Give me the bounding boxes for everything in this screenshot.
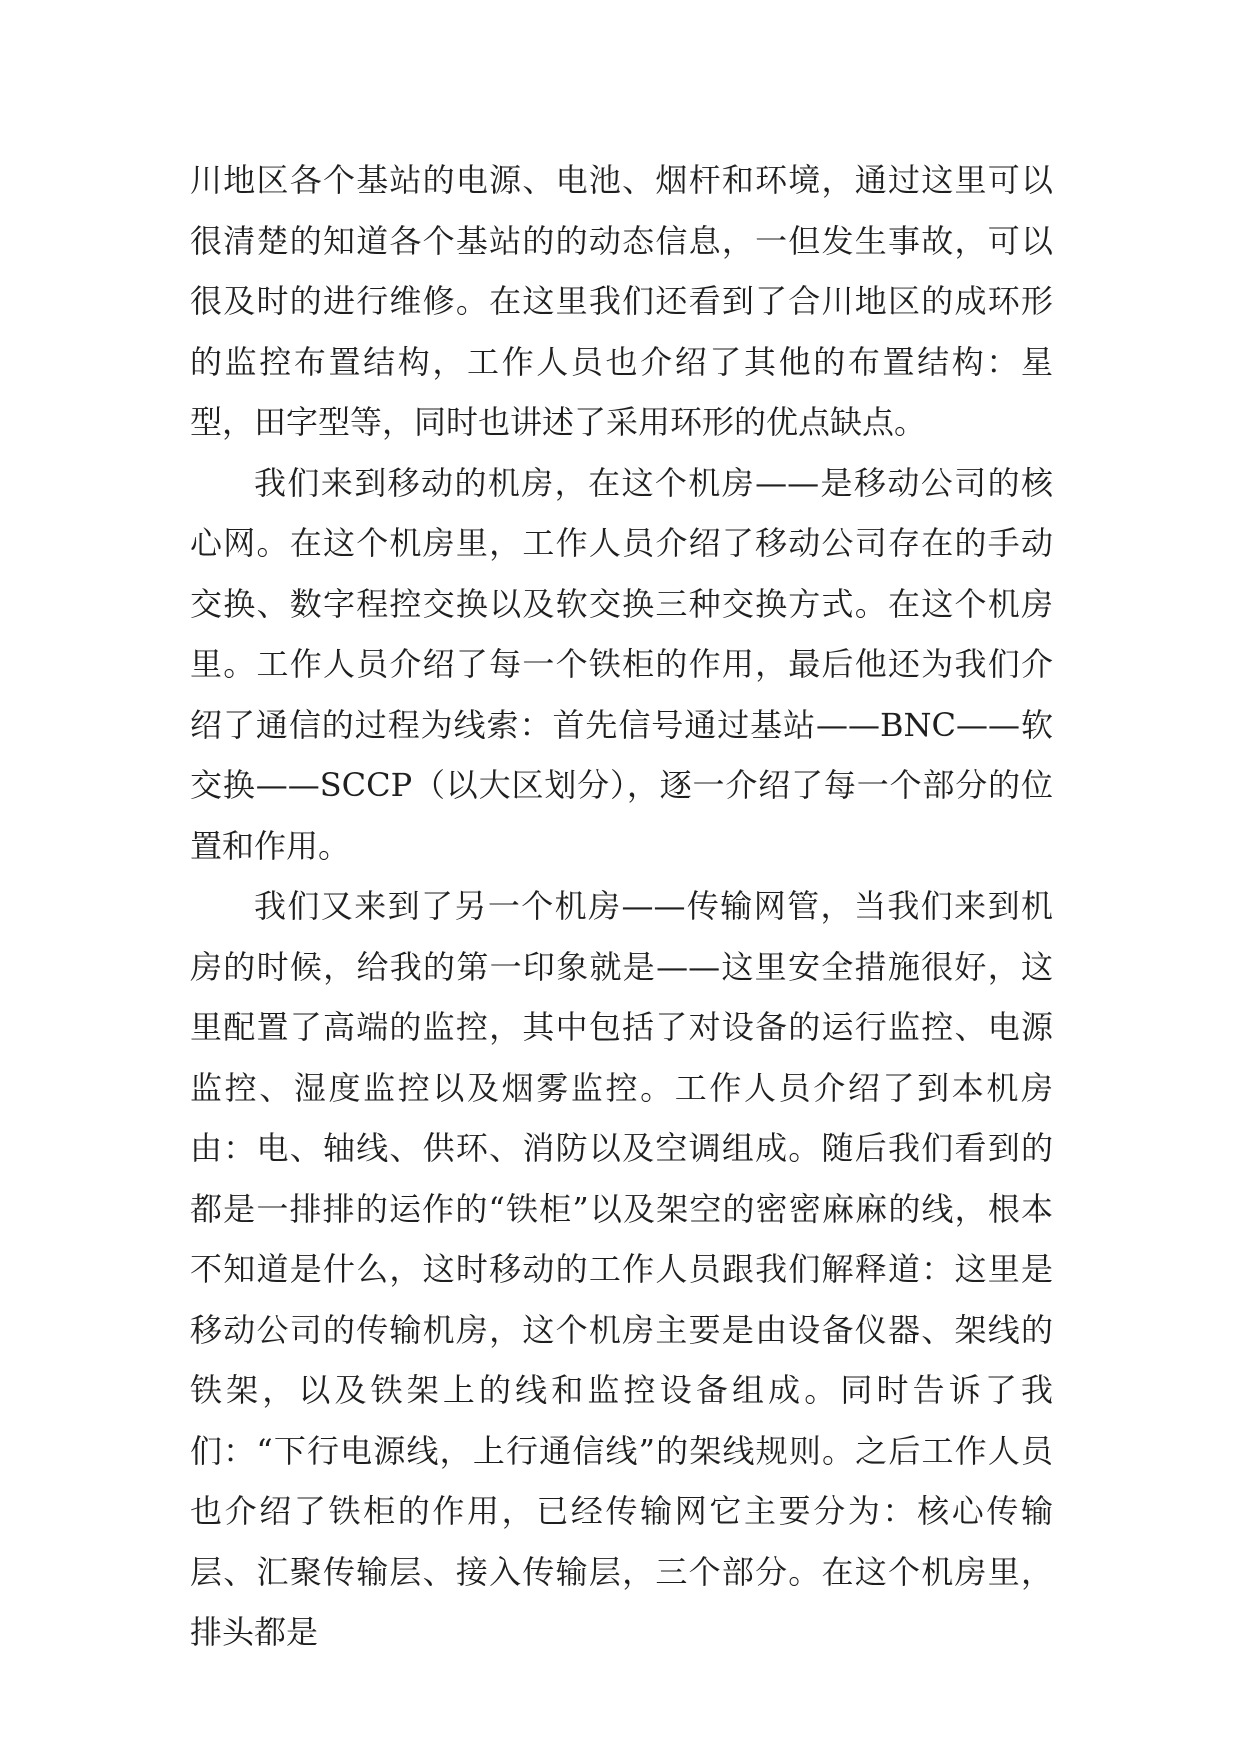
document-body [190,150,1053,1663]
paragraph-1: 川地区各个基站的电源、电池、烟杆和环境，通过这里可以很清楚的知道各个基站的的动态信息，一但发生事故，可以很及时的进行维修。在这里我们还看到了合川地区的成环形的监控布置结构，工作人员也介绍了其他的布置结构：星型，田字型等，同时也讲述了采用环形的优点缺点。 [190,161,1053,441]
paragraph-2: 我们来到移动的机房，在这个机房——是移动公司的核心网。在这个机房里，工作人员介绍了移动公司存在的手动交换、数字程控交换以及软交换三种交换方式。在这个机房里。工作人员介绍了每一个铁柜的作用，最后他还为我们介绍了通信的过程为线索：首先信号通过基站——BNC——软交换——SCCP（以大区划分），逐一介绍了每一个部分的位置和作用。 [190,463,1053,865]
paragraph-3: 我们又来到了另一个机房——传输网管，当我们来到机房的时候，给我的第一印象就是——这里安全措施很好，这里配置了高端的监控，其中包括了对设备的运行监控、电源监控、湿度监控以及烟雾监控。工作人员介绍了到本机房由：电、轴线、供环、消防以及空调组成。随后我们看到的都是一排排的运作的“铁柜”以及架空的密密麻麻的线，根本不知道是什么，这时移动的工作人员跟我们解释道：这里是移动公司的传输机房，这个机房主要是由设备仪器、架线的铁架，以及铁架上的线和监控设备组成。同时告诉了我们：“下行电源线，上行通信线”的架线规则。之后工作人员也介绍了铁柜的作用，已经传输网它主要分为：核心传输层、汇聚传输层、接入传输层，三个部分。在这个机房里，排头都是 [190,887,1053,1651]
